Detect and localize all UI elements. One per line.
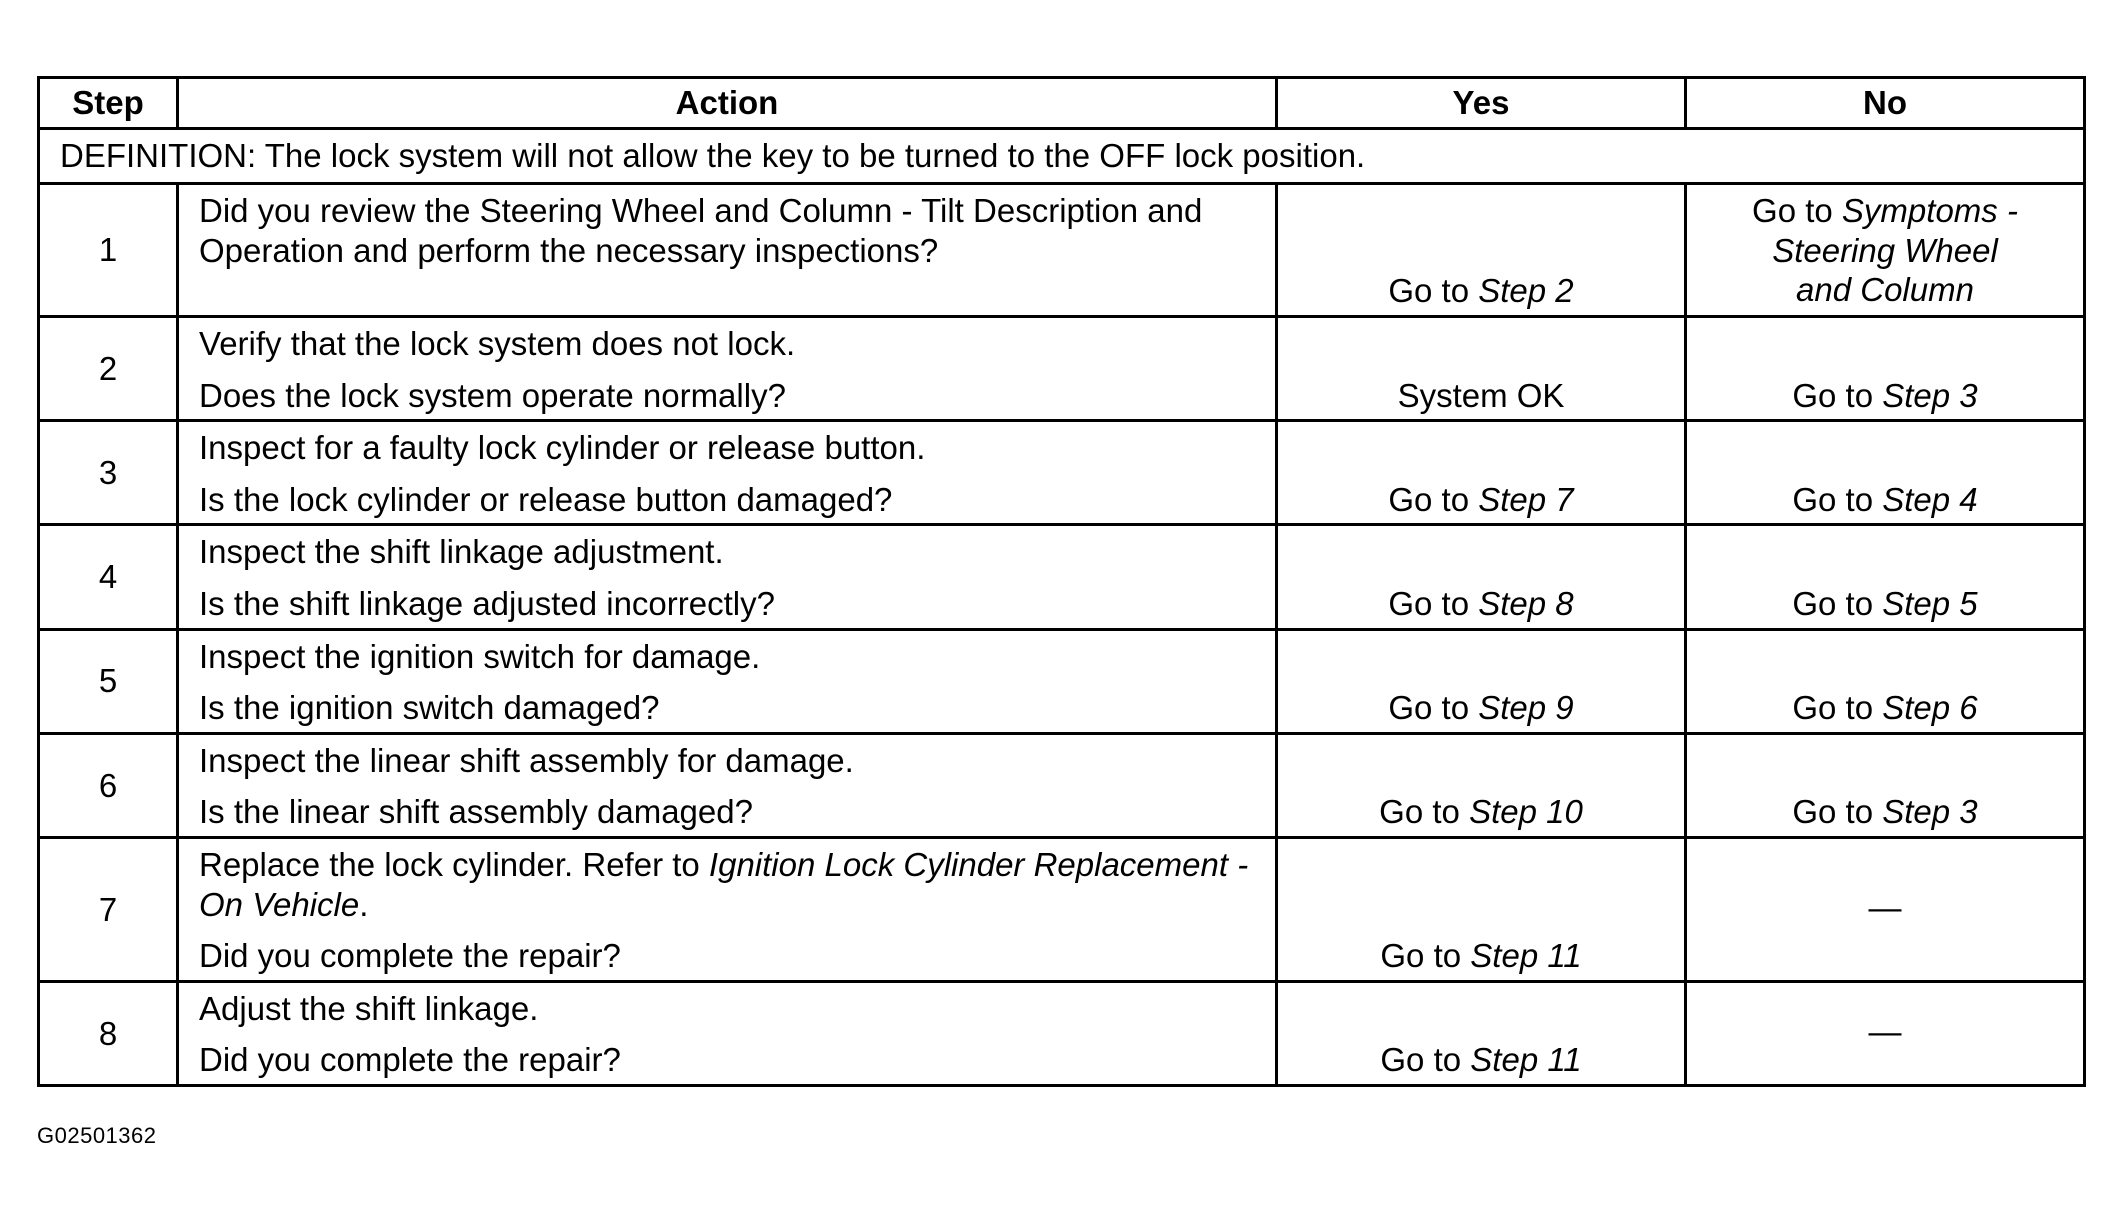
yes-prefix: Go to (1388, 272, 1479, 310)
action-cell (178, 184, 1277, 317)
table-row (39, 525, 2085, 629)
yes-step-link[interactable]: Step 10 (1469, 793, 1583, 831)
action-question: Is the shift linkage adjusted incorrectly? (199, 584, 775, 622)
action-question: Is the ignition switch damaged? (199, 689, 660, 727)
action-instruction: Verify that the lock system does not lock. (199, 325, 796, 362)
diagnostic-table (37, 76, 2086, 1087)
yes-cell (1277, 981, 1686, 1085)
table-row (39, 733, 2085, 837)
no-symptoms-link[interactable]: Symptoms - (1841, 192, 2018, 229)
no-prefix: Go to (1752, 192, 1842, 229)
step-number: 5 (39, 629, 178, 733)
no-symptoms-link-line3[interactable]: and Column (1796, 271, 1974, 309)
action-instruction: Inspect the linear shift assembly for damage. (199, 741, 854, 779)
step-number: 8 (39, 981, 178, 1085)
table-row (39, 421, 2085, 525)
action-cell (178, 733, 1277, 837)
step-number: 6 (39, 733, 178, 837)
no-cell-dash: — (1686, 837, 2085, 981)
action-cell (178, 629, 1277, 733)
action-question: Did you complete the repair? (199, 1041, 621, 1079)
yes-prefix: Go to (1388, 584, 1479, 622)
yes-prefix: Go to (1380, 937, 1471, 975)
step-number: 2 (39, 317, 178, 421)
step-number: 4 (39, 525, 178, 629)
no-cell-dash: — (1686, 981, 2085, 1085)
header-yes: Yes (1277, 78, 1686, 129)
header-step: Step (39, 78, 178, 129)
definition-row (39, 129, 2085, 184)
action-instruction: Adjust the shift linkage. (199, 989, 539, 1027)
yes-cell (1277, 525, 1686, 629)
yes-prefix: Go to (1388, 480, 1479, 518)
no-prefix: Go to (1792, 376, 1883, 414)
action-question: Is the linear shift assembly damaged? (199, 793, 753, 831)
no-prefix: Go to (1792, 584, 1883, 622)
yes-prefix: Go to (1380, 1041, 1471, 1079)
no-prefix: Go to (1792, 689, 1883, 727)
no-prefix: Go to (1792, 480, 1883, 518)
action-cell (178, 981, 1277, 1085)
table-row (39, 837, 2085, 981)
header-action: Action (178, 78, 1277, 129)
no-step-link[interactable]: Step 4 (1882, 480, 1978, 518)
action-instruction (199, 845, 1255, 924)
action-question: Is the lock cylinder or release button damaged? (199, 480, 893, 518)
yes-prefix: Go to (1388, 689, 1479, 727)
no-cell (1686, 733, 2085, 837)
header-no: No (1686, 78, 2085, 129)
table-row (39, 629, 2085, 733)
yes-cell (1277, 733, 1686, 837)
no-step-link[interactable]: Step 3 (1882, 793, 1978, 831)
action-cell (178, 421, 1277, 525)
action-text: Did you review the Steering Wheel and Column - Tilt Description and Operation and perform the necessary inspections? (199, 192, 1203, 269)
yes-cell: System OK (1277, 317, 1686, 421)
no-step-link[interactable]: Step 3 (1882, 376, 1978, 414)
action-instruction-suffix: . (359, 885, 369, 923)
yes-step-link[interactable]: Step 7 (1478, 480, 1574, 518)
action-cell (178, 525, 1277, 629)
action-cell (178, 317, 1277, 421)
action-cell (178, 837, 1277, 981)
procedure-link[interactable]: Ignition Lock Cylinder Replacement - On Vehicle (199, 845, 1249, 923)
no-cell (1686, 629, 2085, 733)
no-step-link[interactable]: Step 6 (1882, 689, 1978, 727)
table-row (39, 184, 2085, 317)
step-number: 7 (39, 837, 178, 981)
no-cell (1686, 421, 2085, 525)
table-header-row (39, 78, 2085, 129)
action-instruction: Inspect for a faulty lock cylinder or release button. (199, 429, 926, 467)
action-instruction: Inspect the ignition switch for damage. (199, 637, 761, 675)
yes-step-link[interactable]: Step 8 (1478, 584, 1574, 622)
yes-cell (1277, 421, 1686, 525)
definition-text: DEFINITION: The lock system will not allow the key to be turned to the OFF lock position. (39, 129, 2085, 184)
no-cell (1686, 317, 2085, 421)
yes-cell (1277, 837, 1686, 981)
yes-prefix: Go to (1379, 793, 1470, 831)
action-instruction: Inspect the shift linkage adjustment. (199, 533, 724, 571)
yes-cell (1277, 629, 1686, 733)
yes-step-link[interactable]: Step 9 (1478, 689, 1574, 727)
table-row (39, 981, 2085, 1085)
no-symptoms-link-line2[interactable]: Steering Wheel (1772, 231, 1998, 269)
no-cell (1686, 184, 2085, 317)
no-step-link[interactable]: Step 5 (1882, 584, 1978, 622)
action-question: Does the lock system operate normally? (199, 376, 786, 414)
yes-step-link[interactable]: Step 11 (1470, 1041, 1582, 1079)
yes-cell (1277, 184, 1686, 317)
action-instruction-prefix: Replace the lock cylinder. Refer to (199, 845, 709, 883)
yes-step-link[interactable]: Step 11 (1470, 937, 1582, 975)
table-row (39, 317, 2085, 421)
step-number: 3 (39, 421, 178, 525)
yes-step-link[interactable]: Step 2 (1478, 272, 1574, 310)
step-number: 1 (39, 184, 178, 317)
no-prefix: Go to (1792, 793, 1883, 831)
figure-id: G02501362 (37, 1123, 157, 1148)
no-cell (1686, 525, 2085, 629)
action-question: Did you complete the repair? (199, 937, 621, 975)
